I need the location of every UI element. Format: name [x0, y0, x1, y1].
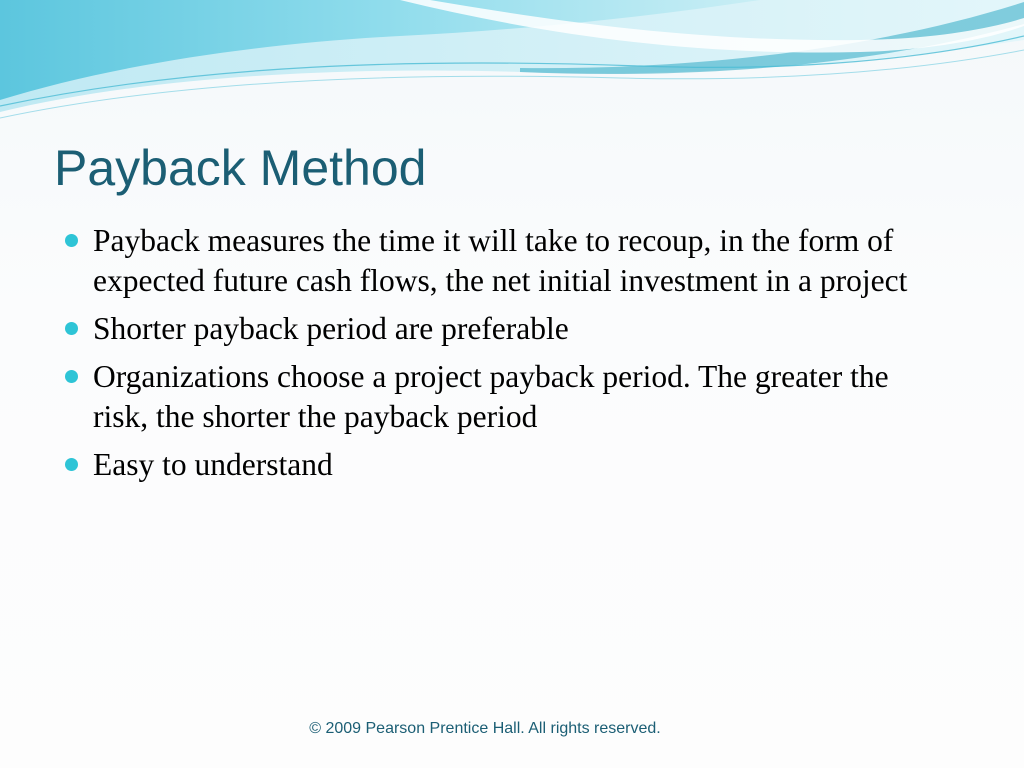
bullet-item	[64, 357, 944, 437]
bullet-dot-icon	[65, 458, 78, 471]
bullet-item	[64, 445, 944, 485]
slide-title: Payback Method	[54, 140, 427, 196]
bullet-item	[64, 221, 944, 301]
bullet-dot-icon	[65, 234, 78, 247]
wave-header-decoration	[0, 0, 1024, 130]
bullet-dot-icon	[65, 370, 78, 383]
bullet-text: Payback measures the time it will take to recoup, in the form of expected future cash flows, the net initial investment in a project	[93, 223, 908, 298]
bullet-text: Easy to understand	[93, 447, 333, 482]
copyright-footer: © 2009 Pearson Prentice Hall. All rights reserved.	[309, 720, 661, 737]
bullet-dot-icon	[65, 322, 78, 335]
bullet-text: Shorter payback period are preferable	[93, 311, 569, 346]
bullet-text: Organizations choose a project payback period. The greater the risk, the shorter the payback period	[93, 359, 889, 434]
bullet-item	[64, 309, 944, 349]
bullet-list	[64, 221, 944, 493]
